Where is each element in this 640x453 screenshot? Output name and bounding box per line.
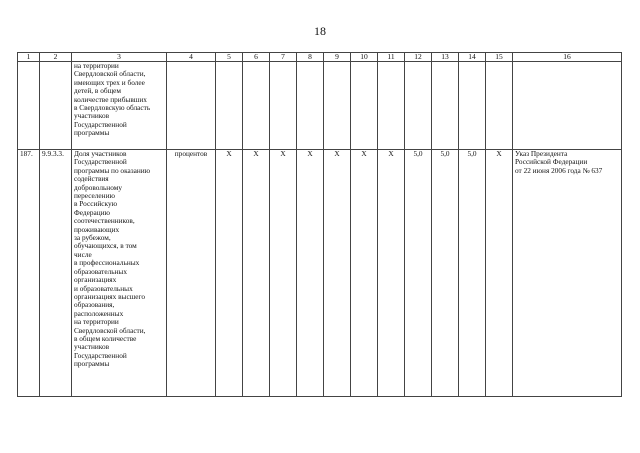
header-cell: 9 xyxy=(324,53,351,62)
header-cell: 8 xyxy=(297,53,324,62)
value-cell xyxy=(432,62,459,150)
header-cell: 10 xyxy=(351,53,378,62)
header-cell: 3 xyxy=(72,53,167,62)
value-cell: X xyxy=(243,150,270,397)
value-cell xyxy=(297,62,324,150)
value-cell xyxy=(243,62,270,150)
value-cell: X xyxy=(216,150,243,397)
header-cell: 16 xyxy=(513,53,622,62)
value-cell xyxy=(324,62,351,150)
header-cell: 6 xyxy=(243,53,270,62)
indicator-name-cell: на территории Свердловской области, имеющих трех и более детей, в общем количестве прибывших в Свердловскую область участников Государственной программы xyxy=(72,62,167,150)
value-cell: X xyxy=(351,150,378,397)
unit-cell: процентов xyxy=(167,150,216,397)
unit-cell xyxy=(167,62,216,150)
value-cell xyxy=(486,62,513,150)
header-cell: 11 xyxy=(378,53,405,62)
value-cell xyxy=(351,62,378,150)
row-code-cell: 9.9.3.3. xyxy=(40,150,72,397)
indicator-name-cell: Доля участников Государственной программы по оказанию содействия добровольному переселению в Российскую Федерацию соотечественников, проживающих за рубежом, обучающихся, в том числе в профессиональных образовательных организациях и образовательных организациях высшего образования, расположенных на территории Свердловской области, в общем количестве участников Государственной программы xyxy=(72,150,167,397)
header-cell: 13 xyxy=(432,53,459,62)
value-cell: 5,0 xyxy=(432,150,459,397)
legal-basis-cell: Указ Президента Российской Федерации от 22 июня 2006 года № 637 xyxy=(513,150,622,397)
value-cell xyxy=(405,62,432,150)
value-cell xyxy=(270,62,297,150)
value-cell xyxy=(216,62,243,150)
value-cell: X xyxy=(378,150,405,397)
header-cell: 12 xyxy=(405,53,432,62)
header-cell: 1 xyxy=(18,53,40,62)
value-cell: X xyxy=(297,150,324,397)
table-row xyxy=(18,150,622,397)
value-cell: X xyxy=(324,150,351,397)
row-number-cell xyxy=(18,62,40,150)
column-number-header xyxy=(18,53,622,62)
header-cell: 4 xyxy=(167,53,216,62)
value-cell: X xyxy=(270,150,297,397)
value-cell xyxy=(459,62,486,150)
row-code-cell xyxy=(40,62,72,150)
header-cell: 14 xyxy=(459,53,486,62)
header-cell: 15 xyxy=(486,53,513,62)
legal-basis-cell xyxy=(513,62,622,150)
value-cell xyxy=(378,62,405,150)
table-row xyxy=(18,62,622,150)
value-cell: 5,0 xyxy=(459,150,486,397)
value-cell: X xyxy=(486,150,513,397)
page-number: 18 xyxy=(314,24,326,38)
header-cell: 2 xyxy=(40,53,72,62)
row-number-cell: 187. xyxy=(18,150,40,397)
header-cell: 5 xyxy=(216,53,243,62)
header-cell: 7 xyxy=(270,53,297,62)
value-cell: 5,0 xyxy=(405,150,432,397)
targets-table xyxy=(17,52,622,397)
